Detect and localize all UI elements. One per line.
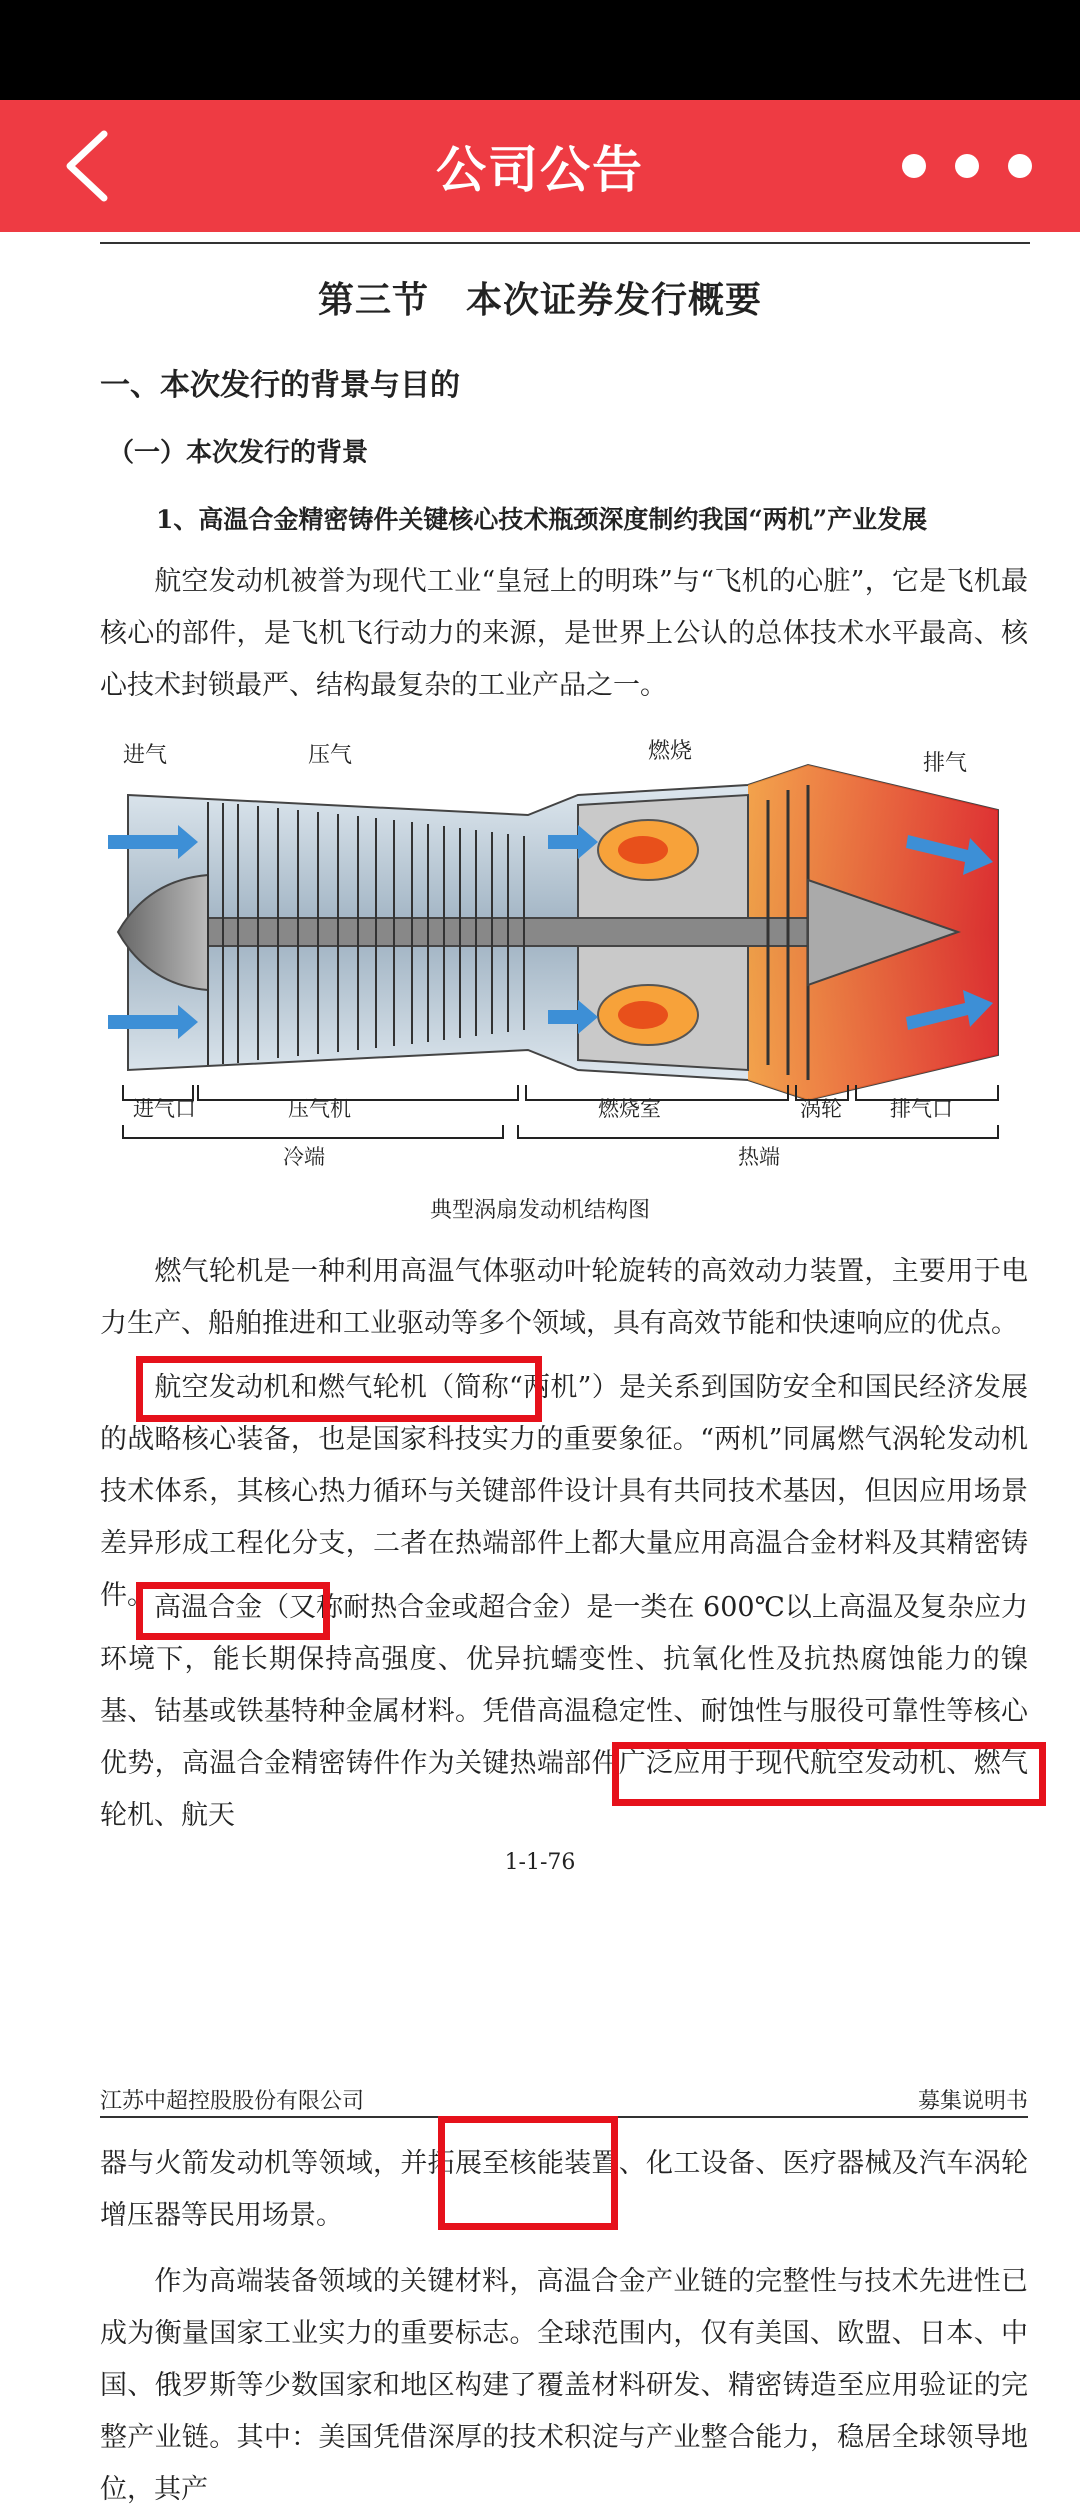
diagram-label-combust: 燃烧 — [648, 739, 693, 764]
page-number: 1-1-76 — [504, 1850, 576, 1875]
heading-level-3: 1、高温合金精密铸件关键核心技术瓶颈深度制约我国“两机”产业发展 — [156, 505, 928, 534]
paragraph: 器与火箭发动机等领域，并拓展至核能装置、化工设备、医疗器械及汽车涡轮增压器等民用场景。 — [100, 2148, 1028, 2231]
app-header — [0, 100, 1080, 232]
back-button[interactable] — [58, 128, 118, 204]
diagram-label-combustor: 燃烧室 — [598, 1097, 661, 1121]
page-header — [100, 2084, 1028, 2118]
paragraph: 航空发动机被誉为现代工业“皇冠上的明珠”与“飞机的心脏”，它是飞机最核心的部件，是飞机飞行动力的来源，是世界上公认的总体技术水平最高、核心技术封锁最严、结构最复杂的工业产品之一。 — [100, 566, 1028, 701]
diagram-label-turbine: 涡轮 — [800, 1097, 842, 1121]
paragraph: 高温合金（又称耐热合金或超合金）是一类在 600℃以上高温及复杂应力环境下，能长期保持高强度、优异抗蠕变性、抗氧化性及抗热腐蚀能力的镍基、钴基或铁基特种金属材料。凭借高温稳定性、耐蚀性与服役可靠性等核心优势，高温合金精密铸件作为关键热端部件广泛应用于现代航空发动机、燃气轮机、航天 — [100, 1592, 1028, 1831]
diagram-label-compress: 压气 — [308, 743, 353, 768]
figure-caption: 典型涡扇发动机结构图 — [429, 1198, 650, 1223]
paragraph: 航空发动机和燃气轮机（简称“两机”）是关系到国防安全和国民经济发展的战略核心装备，也是国家科技实力的重要象征。“两机”同属燃气涡轮发动机技术体系，其核心热力循环与关键部件设计具有共同技术基因，但因应用场景差异形成工程化分支，二者在热端部件上都大量应用高温合金材料及其精密铸件。 — [100, 1372, 1028, 1611]
diagram-label-compressor: 压气机 — [288, 1097, 351, 1121]
diagram-label-exhaust: 排气 — [923, 751, 968, 776]
status-bar — [0, 0, 1080, 100]
diagram-label-nozzle: 排气口 — [890, 1097, 953, 1121]
more-button[interactable] — [902, 150, 1032, 182]
heading-level-1: 一、本次发行的背景与目的 — [100, 368, 460, 403]
paragraph: 燃气轮机是一种利用高温气体驱动叶轮旋转的高效动力装置，主要用于电力生产、船舶推进和工业驱动等多个领域，具有高效节能和快速响应的优点。 — [100, 1256, 1028, 1339]
previous-page-header-fragment — [0, 232, 1080, 244]
more-dot — [1008, 154, 1032, 178]
diagram-label-intake: 进气 — [123, 743, 168, 768]
company-name: 江苏中超控股股份有限公司 — [100, 2089, 365, 2114]
document-type: 募集说明书 — [917, 2089, 1028, 2114]
page-title: 公司公告 — [436, 141, 644, 199]
diagram-label-inlet: 进气口 — [133, 1097, 196, 1121]
section-title: 第三节 本次证券发行概要 — [317, 280, 762, 321]
more-horizontal-icon — [902, 154, 926, 178]
paragraph: 作为高端装备领域的关键材料，高温合金产业链的完整性与技术先进性已成为衡量国家工业实力的重要标志。全球范围内，仅有美国、欧盟、日本、中国、俄罗斯等少数国家和地区构建了覆盖材料研发、精密铸造至应用验证的完整产业链。其中：美国凭借深厚的技术积淀与产业整合能力，稳居全球领导地位，其产 — [100, 2266, 1028, 2505]
diagram-label-hot-end: 热端 — [738, 1145, 780, 1169]
more-dot — [955, 154, 979, 178]
chevron-left-icon — [58, 128, 118, 204]
turbofan-engine-diagram — [108, 740, 1008, 1170]
diagram-label-cold-end: 冷端 — [283, 1145, 325, 1169]
heading-level-2: （一）本次发行的背景 — [108, 438, 369, 468]
